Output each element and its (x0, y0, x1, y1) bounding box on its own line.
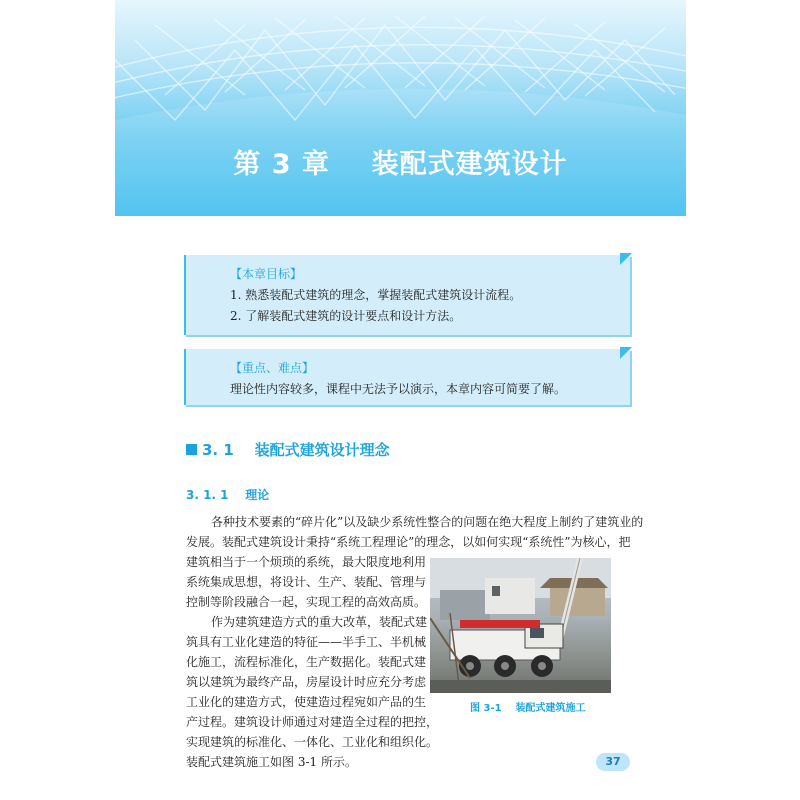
page-number: 37 (596, 753, 630, 771)
chapter-title: 第 3 章 装配式建筑设计 (233, 149, 568, 180)
body-line: 产过程。建筑设计师通过对建造全过程的把控， (186, 715, 439, 729)
chapter-banner (115, 0, 686, 216)
corner-fold (620, 347, 632, 359)
body-line: 装配式建筑施工如图 3-1 所示。 (186, 755, 357, 769)
body-line: 筑具有工业化建造的特征——半手工、半机械 (186, 635, 427, 649)
goal-item: 1. 熟悉装配式建筑的理念，掌握装配式建筑设计流程。 (230, 288, 522, 302)
body-line: 控制等阶段融合一起，实现工程的高效高质。 (186, 595, 427, 609)
body-line: 实现建筑的标准化、一体化、工业化和组织化。 (186, 735, 439, 749)
body-line: 发展。装配式建筑设计秉持“系统工程理论”的理念，以如何实现“系统性”为核心，把 (186, 535, 631, 549)
body-line: 工业化的建造方式，使建造过程宛如产品的生 (186, 695, 427, 709)
section-heading (186, 439, 390, 460)
body-line: 作为建筑建造方式的重大改革，装配式建 (211, 615, 428, 629)
key-points-text: 理论性内容较多，课程中无法予以演示，本章内容可简要了解。 (230, 382, 567, 396)
square-bullet-icon (186, 444, 197, 455)
chapter-goals-box (184, 255, 630, 335)
key-points-box (184, 349, 630, 405)
body-line: 建筑相当于一个烦琐的系统，最大限度地利用 (186, 555, 427, 569)
figure-caption: 图 3-1 装配式建筑施工 (470, 703, 586, 714)
section-heading-text: 3. 1 装配式建筑设计理念 (202, 441, 390, 459)
body-line: 筑以建筑为最终产品，房屋设计时应充分考虑 (186, 675, 427, 689)
corner-fold (620, 253, 632, 265)
key-points-title: 【重点、难点】 (230, 361, 315, 375)
body-line: 各种技术要素的“碎片化”以及缺少系统性整合的问题在绝大程度上制约了建筑业的 (211, 515, 644, 529)
subsection-heading: 3. 1. 1 理论 (186, 488, 270, 502)
construction-crane-photo (430, 558, 611, 693)
body-line: 系统集成思想，将设计、生产、装配、管理与 (186, 575, 427, 589)
body-line: 化施工，流程标准化，生产数据化。装配式建 (186, 655, 427, 669)
stadium-illustration (115, 0, 686, 216)
goals-title: 【本章目标】 (230, 267, 303, 281)
goal-item: 2. 了解装配式建筑的设计要点和设计方法。 (230, 309, 462, 323)
crane-illustration (430, 558, 611, 693)
